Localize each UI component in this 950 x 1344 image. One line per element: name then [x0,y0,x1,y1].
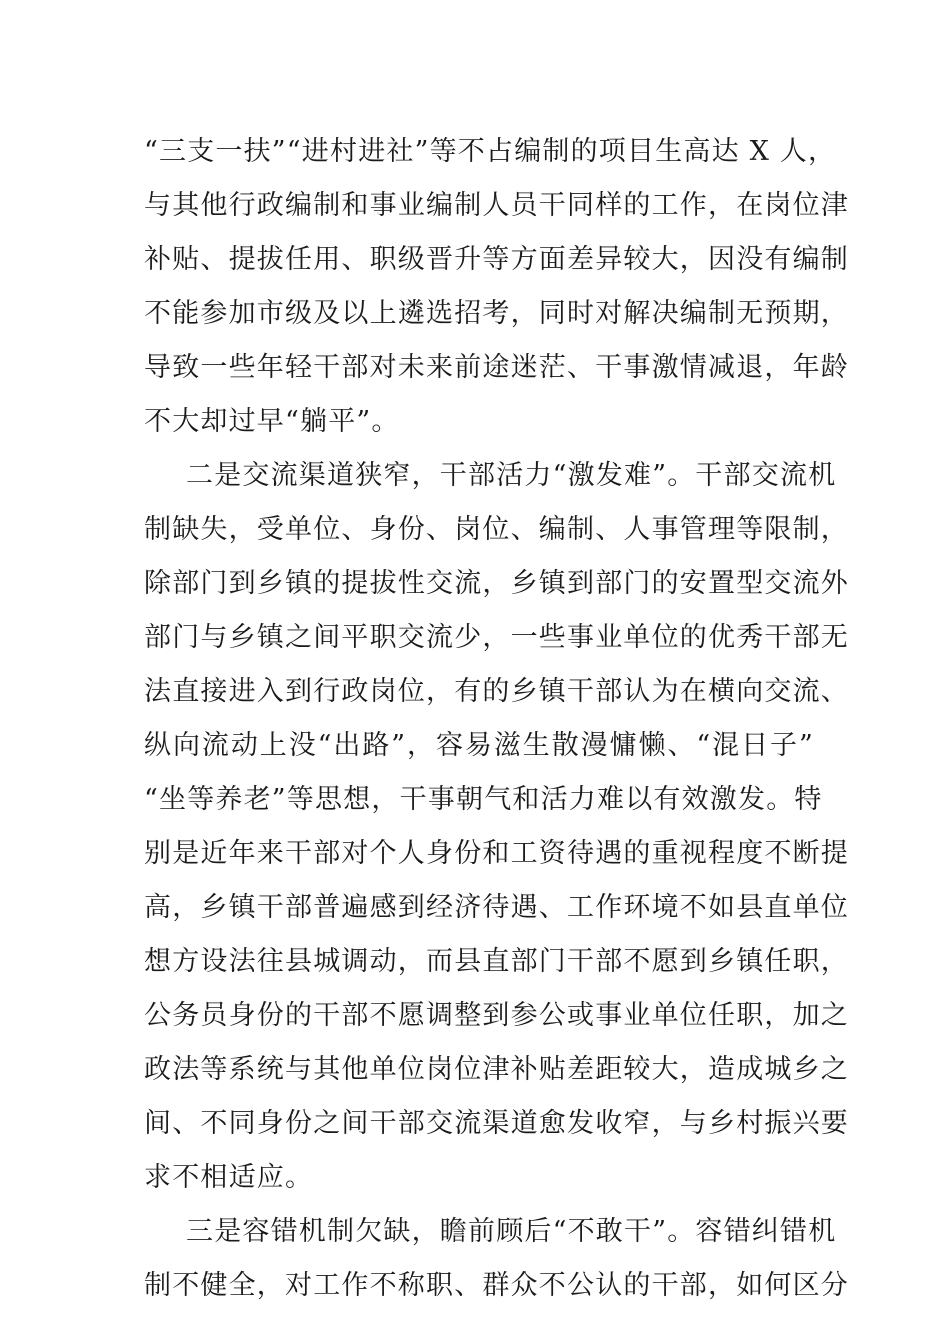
text-line: 部门与乡镇之间平职交流少，一些事业单位的优秀干部无 [144,622,849,653]
text-line: 法直接进入到行政岗位，有的乡镇干部认为在横向交流、 [144,676,849,707]
text-line: 公务员身份的干部不愿调整到参公或事业单位任职，加之 [144,1000,849,1031]
text-line: 间、不同身份之间干部交流渠道愈发收窄，与乡村振兴要 [144,1108,849,1139]
text-line: 纵向流动上没“出路”，容易滋生散漫慵懒、“混日子” [144,730,814,761]
text-line: 想方设法往县城调动，而县直部门干部不愿到乡镇任职， [144,946,849,977]
text-line: 导致一些年轻干部对未来前途迷茫、干事激情减退，年龄 [144,352,849,383]
text-line: 不能参加市级及以上遴选招考，同时对解决编制无预期， [144,298,849,329]
text-line: 政法等系统与其他单位岗位津补贴差距较大，造成城乡之 [144,1054,849,1085]
text-line: 制缺失，受单位、身份、岗位、编制、人事管理等限制， [144,514,849,545]
text-line: 高，乡镇干部普遍感到经济待遇、工作环境不如县直单位 [144,892,849,923]
text-line: 与其他行政编制和事业编制人员干同样的工作，在岗位津 [144,190,849,221]
paragraph-start-line: 二是交流渠道狭窄，干部活力“激发难”。干部交流机 [186,460,837,491]
text-line: 除部门到乡镇的提拔性交流，乡镇到部门的安置型交流外 [144,568,849,599]
text-line: 求不相适应。 [144,1162,314,1193]
text-line: 不大却过早“躺平”。 [144,406,400,437]
text-line: 别是近年来干部对个人身份和工资待遇的重视程度不断提 [144,838,849,869]
document-body [144,125,849,1313]
text-line: 制不健全，对工作不称职、群众不公认的干部，如何区分 [144,1270,849,1301]
text-line: “坐等养老”等思想，干事朝气和活力难以有效激发。特 [144,784,823,815]
text-line: “三支一扶”“进村进社”等不占编制的项目生高达 X 人， [144,136,837,167]
text-line: 补贴、提拔任用、职级晋升等方面差异较大，因没有编制 [144,244,849,275]
paragraph-start-line: 三是容错机制欠缺，瞻前顾后“不敢干”。容错纠错机 [186,1216,837,1247]
